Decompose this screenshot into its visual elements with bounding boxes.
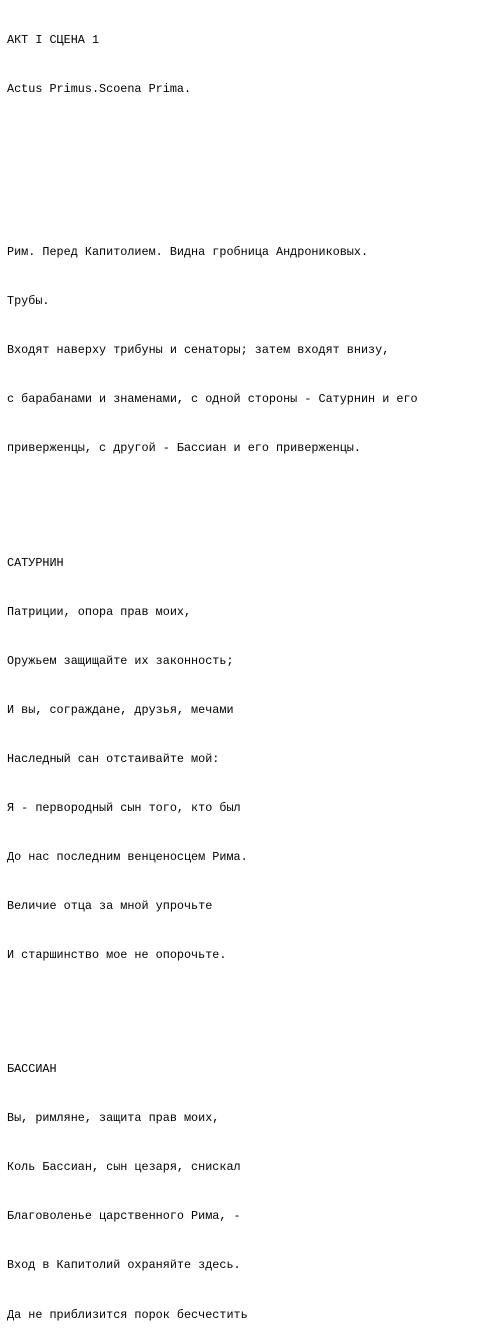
stage-direction-line: с барабанами и знаменами, с одной стороны - Сатурнин и его [7,392,418,407]
stage-direction-line: Рим. Перед Капитолием. Видна гробница Андрониковых. [7,245,369,260]
verse-line: До нас последним венценосцем Рима. [7,849,248,864]
speaker-name: САТУРНИН [7,555,64,570]
verse-line: Да не приблизится порок бесчестить [7,1307,248,1322]
verse-line: Патриции, опора прав моих, [7,604,192,619]
verse-line: Благоволенье царственного Рима, - [7,1209,241,1224]
verse-line: Я - первородный сын того, кто был [7,800,241,815]
verse-line: Коль Бассиан, сын цезаря, снискал [7,1160,241,1175]
verse-line: Наследный сан отстаивайте мой: [7,751,220,766]
stage-direction-line: Трубы. [7,294,50,309]
blank-line [7,130,502,146]
stage-direction-line: приверженцы, с другой - Бассиан и его приверженцы. [7,441,361,456]
act-scene-heading: АКТ I СЦЕНА 1 [7,32,100,47]
verse-line: И вы, сограждане, друзья, мечами [7,702,234,717]
verse-line: Оружьем защищайте их законность; [7,653,234,668]
document-text [7,0,502,1339]
blank-line [7,179,502,195]
verse-line: И старшинство мое не опорочьте. [7,947,227,962]
latin-scene-heading: Actus Primus.Scoena Prima. [7,81,192,96]
speaker-name: БАССИАН [7,1062,57,1077]
verse-line: Вы, римляне, защита прав моих, [7,1111,220,1126]
blank-line [7,996,502,1012]
stage-direction-line: Входят наверху трибуны и сенаторы; затем входят внизу, [7,343,390,358]
blank-line [7,489,502,505]
verse-line: Вход в Капитолий охраняйте здесь. [7,1258,241,1273]
verse-line: Величие отца за мной упрочьте [7,898,213,913]
